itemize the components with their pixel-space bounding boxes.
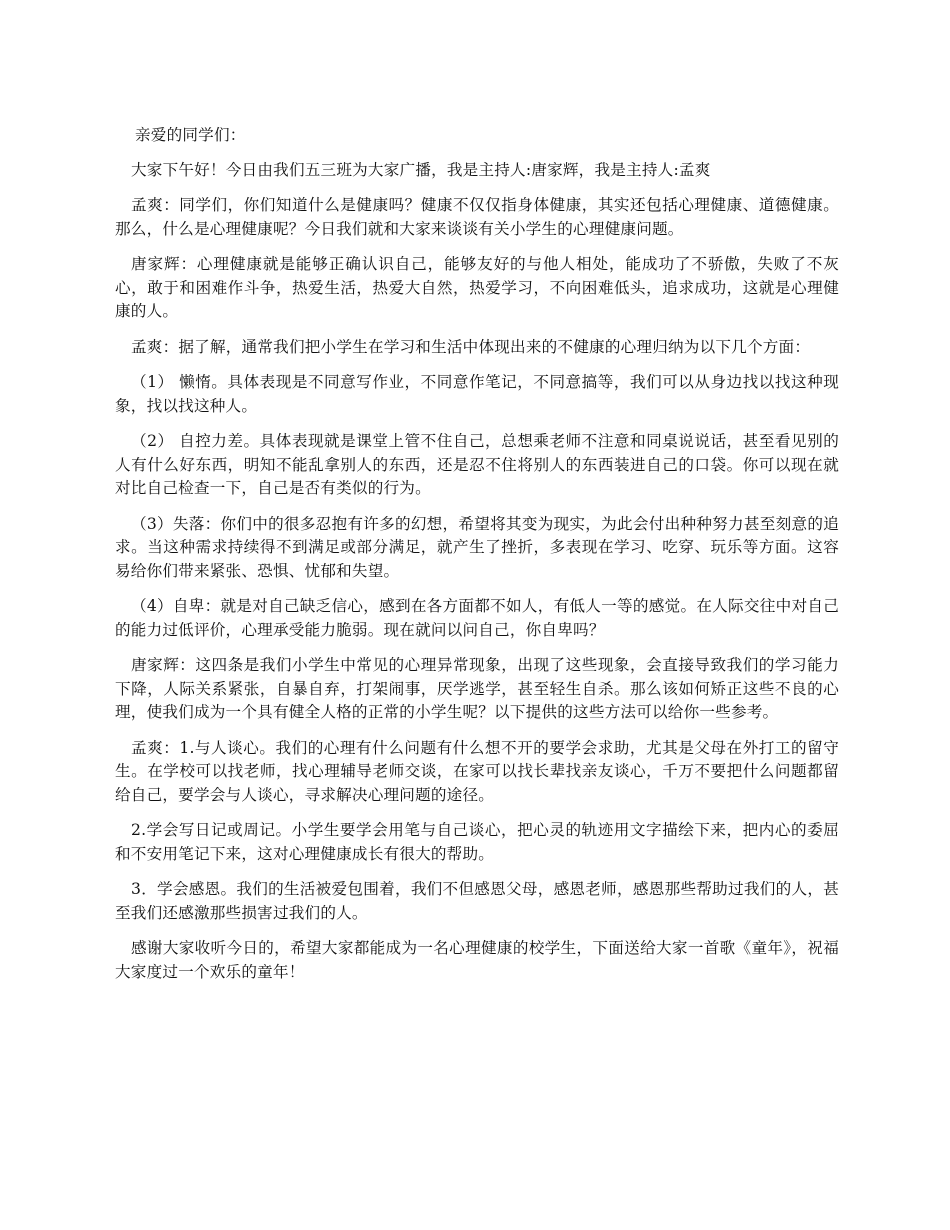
- paragraph: 孟爽：同学们，你们知道什么是健康吗？健康不仅仅指身体健康，其实还包括心理健康、道德健康。那么，什么是心理健康呢？今日我们就和大家来谈谈有关小学生的心理健康问题。: [115, 196, 839, 238]
- document-page: [115, 124, 839, 996]
- paragraph: 唐家辉：这四条是我们小学生中常见的心理异常现象，出现了这些现象，会直接导致我们的学习能力下降，人际关系紧张，自暴自弃，打架闹事，厌学逃学，甚至轻生自杀。那么该如何矫正这些不良的心理，使我们成为一个具有健全人格的正常的小学生呢？以下提供的这些方法可以给你一些参考。: [115, 656, 839, 721]
- paragraph-item-4: （4）自卑：就是对自己缺乏信心，感到在各方面都不如人，有低人一等的感觉。在人际交往中对自己的能力过低评价，心理承受能力脆弱。现在就问以问自己，你自卑吗？: [115, 597, 839, 639]
- paragraph-closing: 感谢大家收听今日的，希望大家都能成为一名心理健康的校学生，下面送给大家一首歌《童年》，祝福大家度过一个欢乐的童年！: [115, 939, 839, 981]
- paragraph-method-2: 2.学会写日记或周记。小学生要学会用笔与自己谈心，把心灵的轨迹用文字描绘下来，把内心的委屈和不安用笔记下来，这对心理健康成长有很大的帮助。: [115, 821, 839, 863]
- paragraph: 唐家辉：心理健康就是能够正确认识自己，能够友好的与他人相处，能成功了不骄傲，失败了不灰心，敢于和困难作斗争，热爱生活，热爱大自然，热爱学习，不向困难低头，追求成功，这就是心理健康的人。: [115, 255, 839, 320]
- paragraph-method-3: 3．学会感恩。我们的生活被爱包围着，我们不但感恩父母，感恩老师，感恩那些帮助过我们的人，甚至我们还感激那些损害过我们的人。: [115, 880, 839, 922]
- paragraph-item-2: （2） 自控力差。具体表现就是课堂上管不住自己，总想乘老师不注意和同桌说说话，甚至看见别的人有什么好东西，明知不能乱拿别人的东西，还是忍不住将别人的东西装进自己的口袋。你可以现在就对比自己检查一下，自己是否有类似的行为。: [115, 432, 839, 497]
- paragraph-greeting: 大家下午好！今日由我们五三班为大家广播，我是主持人:唐家辉，我是主持人:孟爽: [131, 160, 711, 179]
- paragraph: 孟爽：据了解，通常我们把小学生在学习和生活中体现出来的不健康的心理归纳为以下几个方面：: [131, 337, 811, 356]
- paragraph-item-1: （1） 懒惰。具体表现是不同意写作业，不同意作笔记，不同意搞等，我们可以从身边找以找这种现象，找以找这种人。: [115, 373, 839, 415]
- paragraph-item-3: （3）失落：你们中的很多忍抱有许多的幻想，希望将其变为现实，为此会付出种种努力甚至刻意的追求。当这种需求持续得不到满足或部分满足，就产生了挫折，多表现在学习、吃穿、玩乐等方面。这容易给你们带来紧张、恐惧、忧郁和失望。: [115, 514, 839, 580]
- paragraph-method-1: 孟爽：1.与人谈心。我们的心理有什么问题有什么想不开的要学会求助，尤其是父母在外打工的留守生。在学校可以找老师，找心理辅导老师交谈，在家可以找长辈找亲友谈心，千万不要把什么问题都留给自己，要学会与人谈心，寻求解决心理问题的途径。: [115, 738, 839, 804]
- salutation: 亲爱的同学们：: [135, 126, 246, 144]
